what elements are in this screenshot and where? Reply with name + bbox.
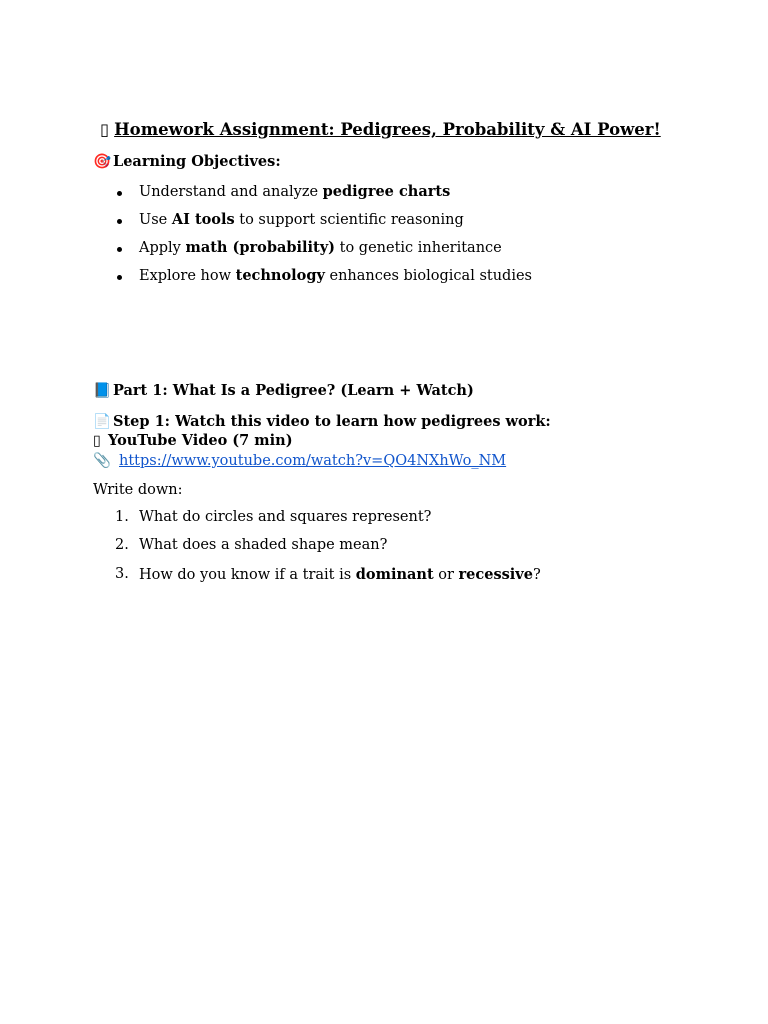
objectives-heading-text: Learning Objectives: xyxy=(113,153,281,170)
list-item-bold: math (probability) xyxy=(185,239,336,256)
list-item-number: 3. xyxy=(115,566,129,582)
list-item-bold: dominant xyxy=(355,566,434,583)
video-label xyxy=(93,432,293,449)
list-item-text: enhances biological studies xyxy=(324,268,532,284)
list-item-text: What does a shaded shape mean? xyxy=(139,537,388,553)
list-item xyxy=(115,537,388,553)
step1-heading-text: Step 1: Watch this video to learn how pedigrees work: xyxy=(113,413,551,430)
list-item-bold: technology xyxy=(235,267,325,284)
list-item-bold: AI tools xyxy=(171,211,235,228)
list-item-text: Understand and analyze xyxy=(139,184,323,200)
list-item xyxy=(139,267,532,284)
part1-heading-text: Part 1: What Is a Pedigree? (Learn + Watch) xyxy=(113,382,474,399)
objectives-heading xyxy=(93,153,281,170)
list-item-text: to support scientific reasoning xyxy=(234,212,464,228)
paperclip-icon: 📎 xyxy=(93,453,112,469)
list-item-text: ? xyxy=(532,567,541,583)
write-down-label: Write down: xyxy=(93,482,183,498)
page-title xyxy=(100,120,661,139)
list-item xyxy=(139,183,450,200)
page-title-text: Homework Assignment: Pedigrees, Probability & AI Power! xyxy=(114,120,661,139)
placeholder-box-icon: ▯ xyxy=(93,433,101,449)
list-item-text: What do circles and squares represent? xyxy=(139,509,432,525)
video-link[interactable]: https://www.youtube.com/watch?v=QO4NXhWo_NM xyxy=(119,453,507,469)
book-icon: 📘 xyxy=(93,383,112,399)
placeholder-box-icon: ▯ xyxy=(100,120,110,139)
video-label-text: YouTube Video (7 min) xyxy=(108,432,293,449)
list-item xyxy=(139,239,502,256)
list-item-text: or xyxy=(433,567,459,583)
list-item-number: 1. xyxy=(115,509,129,525)
step1-heading xyxy=(93,413,551,430)
list-item-text: How do you know if a trait is xyxy=(139,567,356,583)
list-item-bold: recessive xyxy=(458,566,533,583)
list-item-text: to genetic inheritance xyxy=(335,240,502,256)
document-icon: 📄 xyxy=(93,414,112,430)
list-item xyxy=(115,566,541,583)
part1-heading xyxy=(93,382,474,399)
video-link-row xyxy=(93,452,506,469)
list-item-text: Use xyxy=(139,212,172,228)
list-item xyxy=(139,211,464,228)
list-item-bold: pedigree charts xyxy=(322,183,451,200)
list-item xyxy=(115,509,432,525)
list-item-text: Explore how xyxy=(139,268,236,284)
list-item-text: Apply xyxy=(139,240,186,256)
list-item-number: 2. xyxy=(115,537,129,553)
target-icon: 🎯 xyxy=(93,154,112,170)
